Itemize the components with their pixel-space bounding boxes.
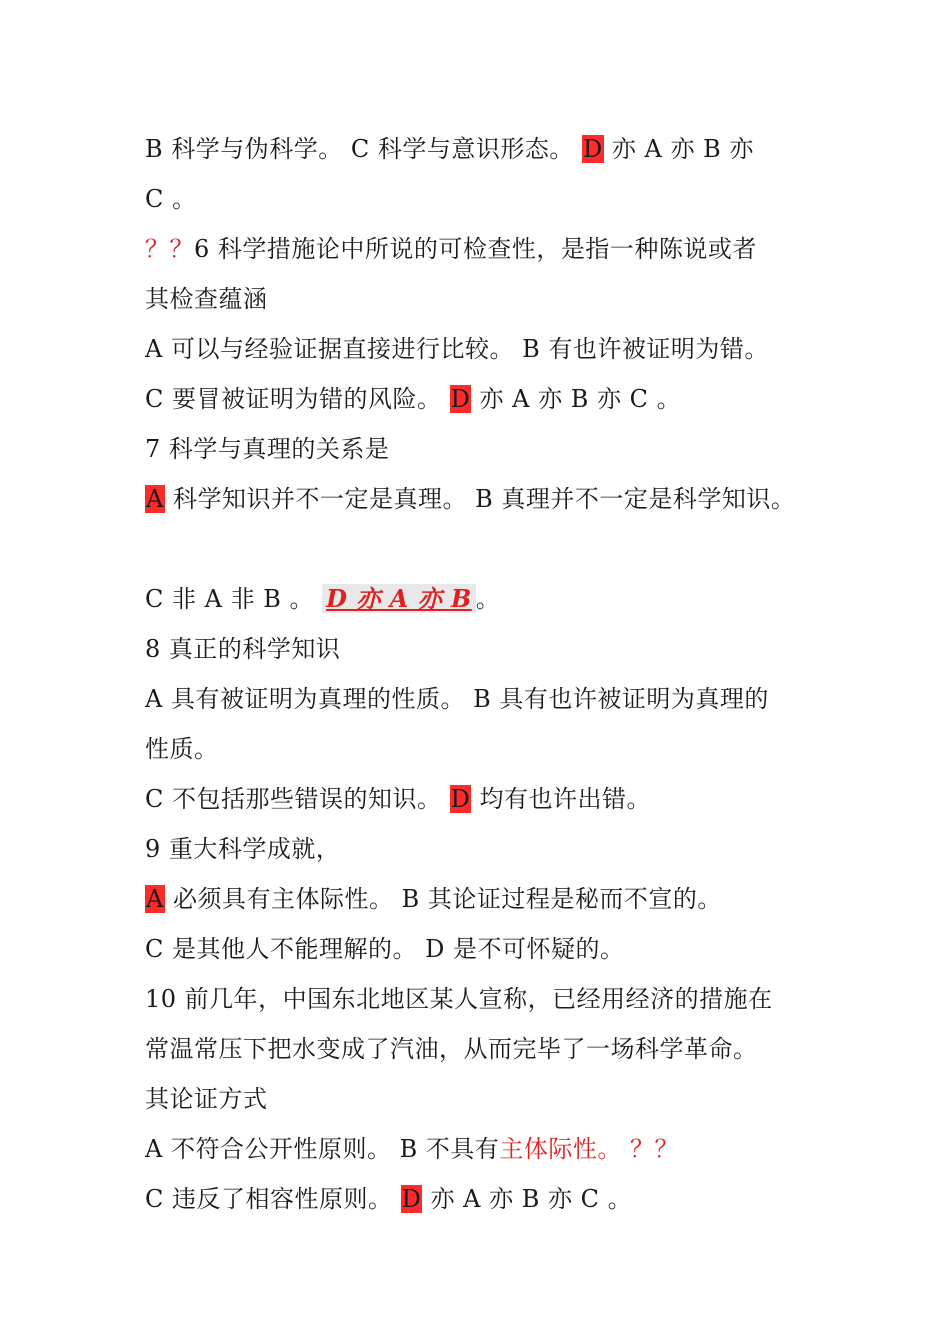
line-text: C 是其他人不能理解的。 D 是不可怀疑的。 (145, 935, 625, 963)
line-text: C 违反了相容性原则。 (145, 1185, 401, 1213)
answer-highlight: A (146, 485, 164, 513)
line-text: 科学知识并不一定是真理。 B 真理并不一定是科学知识。 (164, 485, 796, 513)
answer-highlight: D (401, 1185, 422, 1213)
question-8-options-ab (145, 684, 769, 714)
line-text: 亦 A 亦 B 亦 (603, 135, 754, 163)
line-text: 其论证方式 (145, 1085, 268, 1113)
answer-highlight: D (450, 785, 471, 813)
line-text: 7 科学与真理的关系是 (145, 435, 390, 463)
line-text: 亦 A 亦 B 亦 C 。 (422, 1185, 633, 1213)
question-8 (145, 634, 340, 664)
question-10 (145, 984, 773, 1014)
line-text: 必须具有主体际性。 B 其论证过程是秘而不宣的。 (164, 885, 722, 913)
line-text: 其检查蕴涵 (145, 285, 268, 313)
question-7-options-cd (145, 584, 500, 614)
line-text: 6 科学措施论中所说的可检查性，是指一种陈说或者 (194, 235, 757, 263)
question-9 (145, 834, 340, 864)
line-text: 。 (475, 585, 501, 613)
line-5-options (145, 134, 754, 164)
line-text: 亦 A 亦 B 亦 C 。 (471, 385, 682, 413)
uncertain-annotation: 主体际性。 ？？ (499, 1135, 679, 1163)
question-6-options-cd (145, 384, 681, 414)
answer-highlight: A (146, 885, 164, 913)
question-10-cont (145, 1034, 758, 1064)
line-text: 10 前几年，中国东北地区某人宣称，已经用经济的措施在 (145, 985, 773, 1013)
answer-highlight: D (450, 385, 471, 413)
question-10-cont-2 (145, 1084, 268, 1114)
line-text: B 科学与伪科学。 C 科学与意识形态。 (145, 135, 583, 163)
question-8-options-cd (145, 784, 651, 814)
question-7-options-ab (145, 484, 795, 514)
line-text: C 。 (145, 185, 197, 213)
question-9-options-cd (145, 934, 625, 964)
question-10-options-cd (145, 1184, 632, 1214)
line-text: A 不符合公开性原则。 B 不具有 (145, 1135, 500, 1163)
answer-emphasis: D 亦 A 亦 B (322, 584, 476, 613)
answer-highlight: D (583, 135, 603, 163)
question-6 (145, 234, 757, 264)
question-6-options-ab (145, 334, 769, 364)
line-text: C 非 A 非 B 。 (145, 585, 323, 613)
uncertain-mark: ？？ (145, 235, 194, 263)
line-text: 8 真正的科学知识 (145, 635, 341, 663)
line-text: A 可以与经验证据直接进行比较。 B 有也许被证明为错。 (145, 335, 769, 363)
line-text: 性质。 (145, 735, 219, 763)
line-5-options-cont (145, 184, 197, 214)
question-7 (145, 434, 389, 464)
line-text: C 要冒被证明为错的风险。 (145, 385, 450, 413)
question-8-options-ab-cont (145, 734, 219, 764)
line-text: C 不包括那些错误的知识。 (145, 785, 450, 813)
question-6-cont (145, 284, 268, 314)
question-10-options-ab (145, 1134, 679, 1164)
line-text: 9 重大科学成就， (145, 835, 341, 863)
line-text: A 具有被证明为真理的性质。 B 具有也许被证明为真理的 (145, 685, 769, 713)
question-9-options-ab (145, 884, 722, 914)
line-text: 常温常压下把水变成了汽油，从而完毕了一场科学革命。 (145, 1035, 758, 1063)
line-text: 均有也许出错。 (471, 785, 652, 813)
